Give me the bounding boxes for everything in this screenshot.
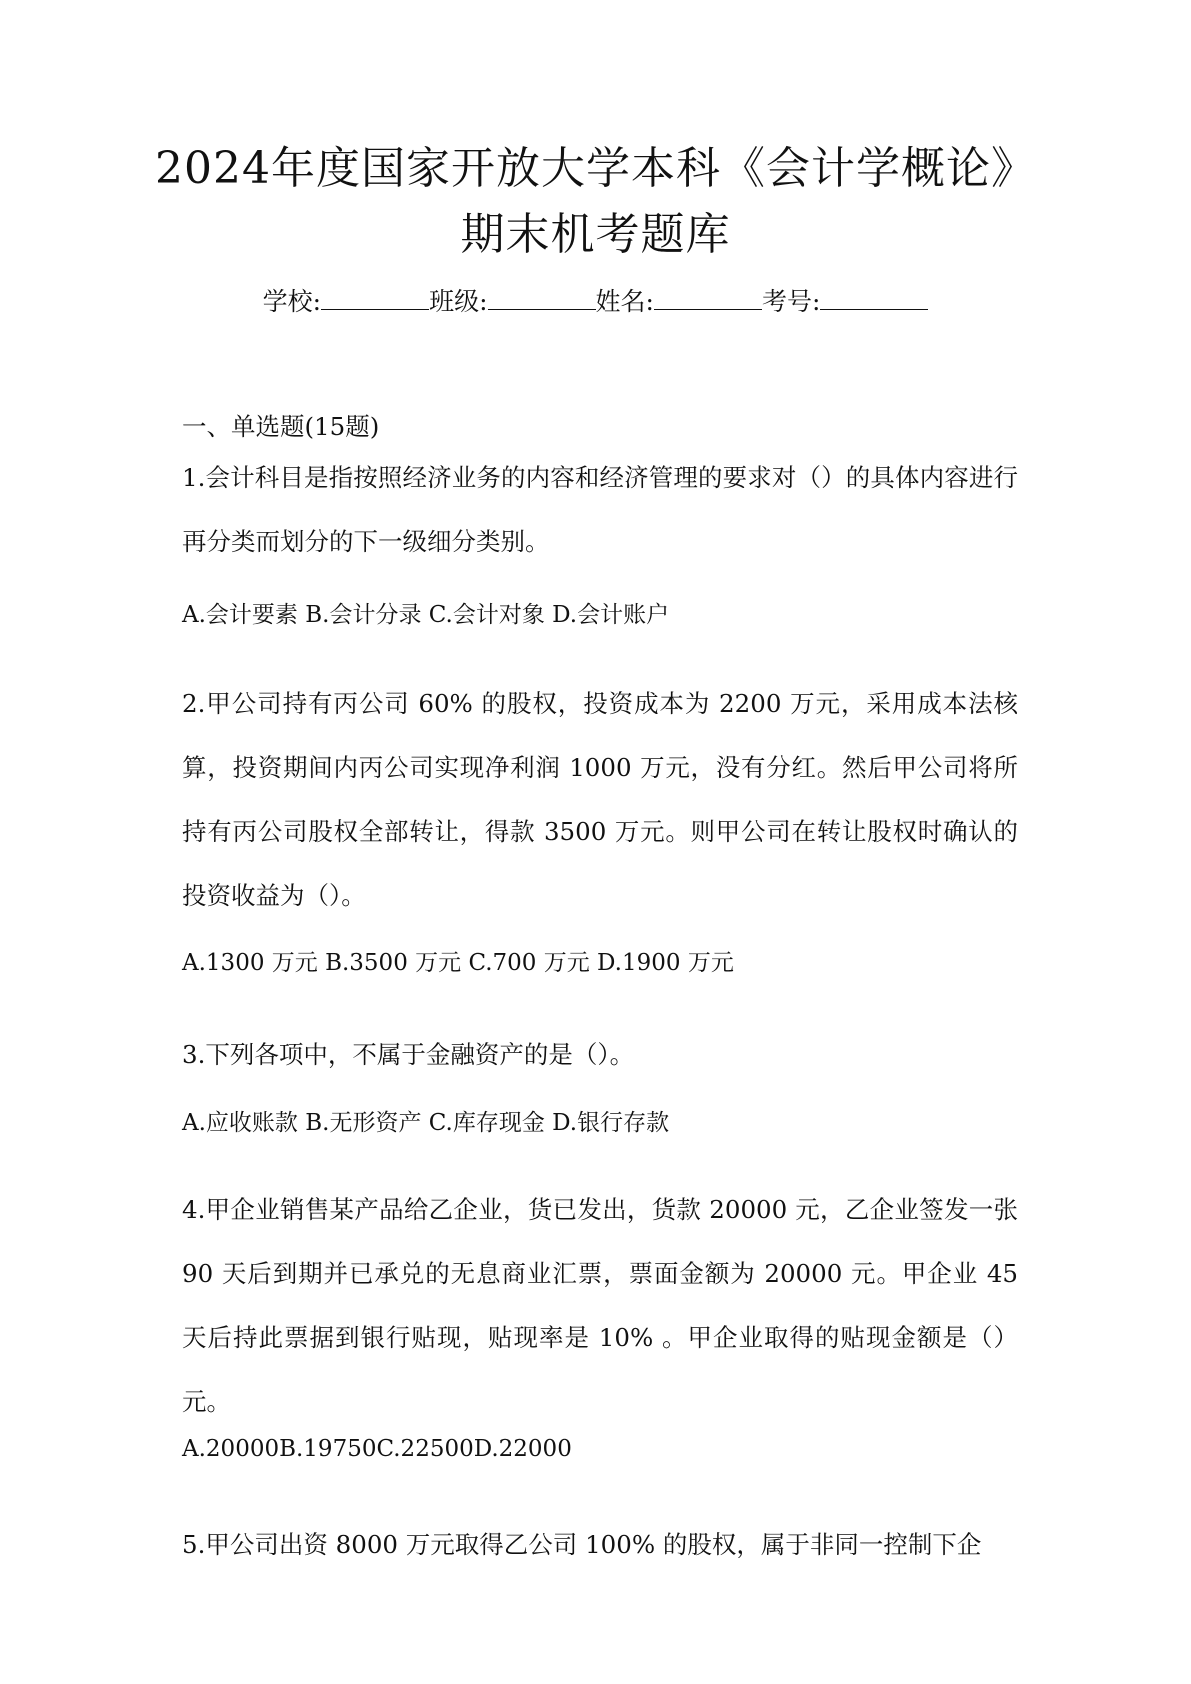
class-blank [488,289,596,310]
document-title-line2: 期末机考题库 [460,209,731,260]
question-5-stem: 5.甲公司出资 8000 万元取得乙公司 100% 的股权，属于非同一控制下企 [182,1530,982,1559]
question-2-options: A.1300 万元 B.3500 万元 C.700 万元 D.1900 万元 [182,950,734,976]
school-blank [321,289,429,310]
question-4-options: A.20000B.19750C.22500D.22000 [182,1436,572,1462]
question-2-stem: 2.甲公司持有丙公司 60% 的股权，投资成本为 2200 万元，采用成本法核算，投资期间内丙公司实现净利润 1000 万元，没有分红。然后甲公司将所持有丙公司股权全部转让，得款 3500 万元。则甲公司在转让股权时确认的投资收益为（）。 [182,689,1018,910]
exam-no-label: 考号: [761,287,821,316]
name-label: 姓名: [595,287,654,316]
question-1-stem: 1.会计科目是指按照经济业务的内容和经济管理的要求对（）的具体内容进行再分类而划分的下一级细分类别。 [182,463,1018,556]
question-3-stem: 3.下列各项中，不属于金融资产的是（）。 [182,1040,635,1069]
name-blank [654,289,762,310]
section-heading: 一、单选题(15题) [182,412,380,441]
question-3-options: A.应收账款 B.无形资产 C.库存现金 D.银行存款 [182,1110,670,1136]
question-4-stem: 4.甲企业销售某产品给乙企业，货已发出，货款 20000 元，乙企业签发一张 90 天后到期并已承兑的无息商业汇票，票面金额为 20000 元。甲企业 45 天后持此票据到银行贴现，贴现率是 10% 。甲企业取得的贴现金额是（）元。 [182,1195,1018,1416]
exam-no-blank [820,289,928,310]
document-title-line1: 2024年度国家开放大学本科《会计学概论》 [155,143,1036,194]
school-label: 学校: [262,287,322,316]
student-info-row [0,282,1191,318]
class-label: 班级: [429,287,488,316]
question-1-options: A.会计要素 B.会计分录 C.会计对象 D.会计账户 [182,602,670,628]
